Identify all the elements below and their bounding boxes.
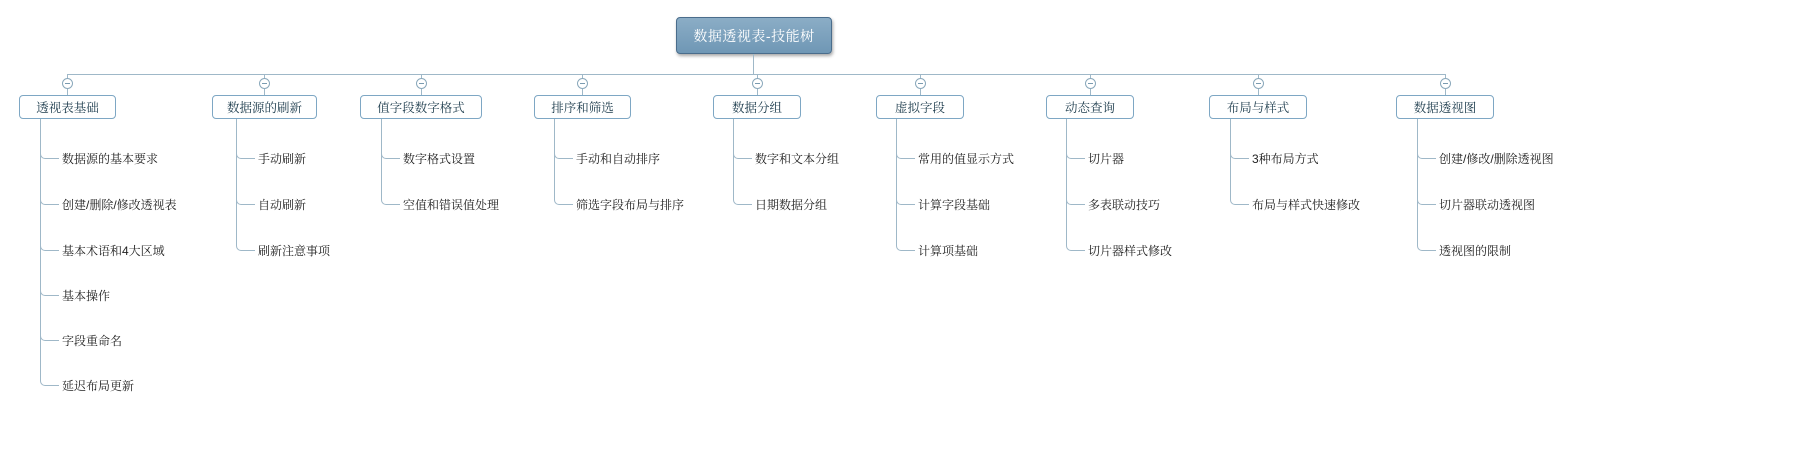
leaf-node-label: 自动刷新 <box>258 197 307 212</box>
leaf-node[interactable] <box>918 196 990 212</box>
collapse-toggle-icon[interactable] <box>1253 78 1264 89</box>
branch-node-4[interactable] <box>713 95 801 119</box>
leaf-node[interactable] <box>1439 242 1511 258</box>
leaf-node-label: 基本术语和4大区域 <box>62 243 165 258</box>
leaf-node-label: 多表联动技巧 <box>1088 197 1161 212</box>
leaf-node[interactable] <box>403 150 475 166</box>
leaf-node-label: 数字和文本分组 <box>755 151 840 166</box>
main-bus-line <box>67 74 1445 75</box>
leaf-node[interactable] <box>258 196 306 212</box>
leaf-connector <box>554 119 573 205</box>
leaf-node[interactable] <box>1088 150 1124 166</box>
root-node[interactable] <box>676 17 832 54</box>
branch-node-label: 虚拟字段 <box>894 101 945 115</box>
leaf-connector <box>381 119 400 205</box>
leaf-node[interactable] <box>1088 242 1172 258</box>
branch-node-3[interactable] <box>534 95 631 119</box>
leaf-node-label: 切片器 <box>1088 151 1125 166</box>
leaf-connector <box>1230 119 1249 205</box>
root-trunk-line <box>753 54 754 74</box>
branch-node-label: 排序和筛选 <box>551 101 614 115</box>
leaf-connector <box>733 119 752 205</box>
leaf-node-label: 计算项基础 <box>918 243 979 258</box>
collapse-toggle-icon[interactable] <box>259 78 270 89</box>
leaf-node[interactable] <box>62 150 158 166</box>
leaf-node[interactable] <box>62 287 110 303</box>
leaf-node-label: 计算字段基础 <box>918 197 991 212</box>
root-node-label: 数据透视表-技能树 <box>693 27 815 44</box>
leaf-node[interactable] <box>62 377 134 393</box>
leaf-connector <box>896 119 915 251</box>
collapse-toggle-icon[interactable] <box>1440 78 1451 89</box>
leaf-node-label: 创建/删除/修改透视表 <box>62 197 177 212</box>
leaf-node-label: 手动和自动排序 <box>576 151 661 166</box>
branch-node-1[interactable] <box>212 95 317 119</box>
branch-node-label: 透视表基础 <box>36 101 99 115</box>
leaf-node[interactable] <box>1439 150 1554 166</box>
leaf-node-label: 基本操作 <box>62 288 111 303</box>
leaf-connector <box>40 119 59 386</box>
branch-node-8[interactable] <box>1396 95 1494 119</box>
leaf-node-label: 切片器样式修改 <box>1088 243 1173 258</box>
leaf-node-label: 筛选字段布局与排序 <box>576 197 685 212</box>
leaf-node-label: 切片器联动透视图 <box>1439 197 1536 212</box>
branch-node-6[interactable] <box>1046 95 1134 119</box>
collapse-toggle-icon[interactable] <box>752 78 763 89</box>
branch-node-label: 数据透视图 <box>1413 101 1477 115</box>
leaf-node-label: 3种布局方式 <box>1252 151 1319 166</box>
leaf-node[interactable] <box>62 332 122 348</box>
leaf-node-label: 手动刷新 <box>258 151 307 166</box>
leaf-node-label: 字段重命名 <box>62 333 123 348</box>
leaf-connector <box>236 119 255 251</box>
branch-node-7[interactable] <box>1209 95 1307 119</box>
branch-node-5[interactable] <box>876 95 964 119</box>
leaf-connector <box>1066 119 1085 251</box>
leaf-node-label: 布局与样式快速修改 <box>1252 197 1361 212</box>
leaf-node[interactable] <box>918 242 978 258</box>
collapse-toggle-icon[interactable] <box>915 78 926 89</box>
leaf-node[interactable] <box>755 150 839 166</box>
leaf-node-label: 创建/修改/删除透视图 <box>1439 151 1554 166</box>
leaf-node[interactable] <box>62 242 165 258</box>
leaf-node-label: 数据源的基本要求 <box>62 151 159 166</box>
collapse-toggle-icon[interactable] <box>1085 78 1096 89</box>
collapse-toggle-icon[interactable] <box>416 78 427 89</box>
branch-node-2[interactable] <box>360 95 482 119</box>
leaf-node[interactable] <box>1252 196 1360 212</box>
leaf-node[interactable] <box>1088 196 1160 212</box>
leaf-node[interactable] <box>1252 150 1319 166</box>
leaf-node-label: 日期数据分组 <box>755 197 828 212</box>
leaf-node[interactable] <box>258 150 306 166</box>
leaf-node-label: 刷新注意事项 <box>258 243 331 258</box>
branch-node-label: 布局与样式 <box>1226 101 1290 115</box>
branch-node-0[interactable] <box>19 95 116 119</box>
leaf-node-label: 空值和错误值处理 <box>403 197 500 212</box>
collapse-toggle-icon[interactable] <box>62 78 73 89</box>
branch-node-label: 动态查询 <box>1064 101 1115 115</box>
leaf-node-label: 透视图的限制 <box>1439 243 1512 258</box>
branch-node-label: 数据分组 <box>731 101 782 115</box>
leaf-node-label: 延迟布局更新 <box>62 378 135 393</box>
leaf-node[interactable] <box>403 196 499 212</box>
leaf-node[interactable] <box>755 196 827 212</box>
leaf-node[interactable] <box>576 150 660 166</box>
leaf-node[interactable] <box>258 242 330 258</box>
branch-node-label: 值字段数字格式 <box>377 101 465 115</box>
leaf-node-label: 数字格式设置 <box>403 151 476 166</box>
branch-node-label: 数据源的刷新 <box>226 101 302 115</box>
leaf-node[interactable] <box>62 196 177 212</box>
leaf-node[interactable] <box>576 196 684 212</box>
collapse-toggle-icon[interactable] <box>577 78 588 89</box>
leaf-node[interactable] <box>1439 196 1535 212</box>
leaf-connector <box>1417 119 1436 251</box>
leaf-node[interactable] <box>918 150 1014 166</box>
leaf-node-label: 常用的值显示方式 <box>918 151 1015 166</box>
